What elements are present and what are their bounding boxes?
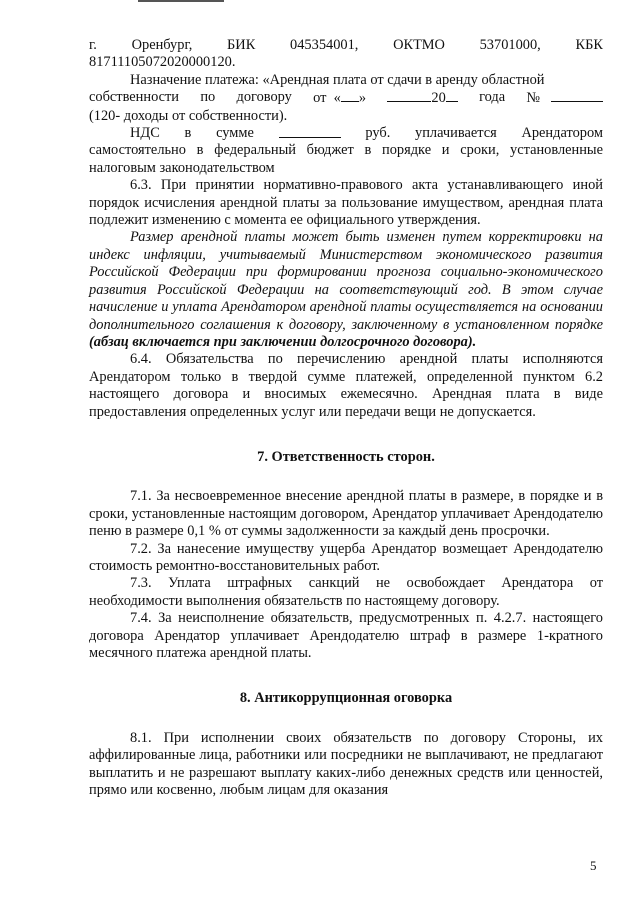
page-number: 5 [590,858,597,873]
text-fragment: Арендатором [521,125,603,142]
text-fragment: НДС [130,125,160,142]
text-fragment: в [184,125,192,142]
bank-piece: ОКТМО [393,37,445,53]
text-fragment: года [479,89,506,106]
year-blank [446,89,458,102]
kbk-code: 81711105072020000120. [89,54,236,71]
vat-amount-blank [279,125,341,138]
payment-purpose-fill-line [89,89,603,107]
date-fragment [313,89,366,107]
inflation-text: Размер арендной платы может быть изменен путем корректировки на индекс инфляции, учитываемый Министерством экономического развития Российской Федерации при формировании прогноза социально-экономического развития Российской Федерации на соответствующий год. В этом случае начисление и уплата Арендатором арендной платы осуществляется на основании дополнительного соглашения к договору, заключенному в установленном порядке [89,229,603,333]
text-fragment: собственности [89,89,180,106]
bank-details-line [89,37,603,54]
clause-6-3: 6.3. При принятии нормативно-правового акта устанавливающего иной порядок исчисления арендной платы за пользование имуществом, арендная плата подлежит изменению с момента ее официального утверждения. [89,177,603,229]
vat-line [89,125,603,142]
text-fragment: от [313,90,327,107]
bank-piece: Оренбург, [131,37,193,53]
text-fragment: уплачивается [415,125,497,142]
header-rule [138,0,224,2]
text-fragment: по [200,89,216,106]
month-blank [387,89,431,102]
text-fragment: » [358,90,367,107]
section-8-title: 8. Антикоррупционная оговорка [239,690,453,707]
clause-7-1: 7.1. За несвоевременное внесение арендной платы в размере, в порядке и в сроки, установленные настоящим договором, Арендатор уплачивает Арендодателю пеню в размере 0,1 % от суммы задолженности за каждый день просрочки. [89,488,603,540]
clause-7-2: 7.2. За нанесение имуществу ущерба Арендатор возмещает Арендодателю стоимость ремонтно-восстановительных работ. [89,540,603,574]
clause-7-3: 7.3. Уплата штрафных санкций не освобождает Арендатора от необходимости выполнения обязательств по настоящему договору. [89,575,603,609]
bank-piece: 53701000, [479,37,541,53]
text-fragment: № [526,90,541,107]
section-7-title: 7. Ответственность сторон. [257,448,435,465]
bank-piece: КБК [575,37,603,53]
document-page [89,37,603,799]
long-term-note: (абзац включается при заключении долгосрочного договора). [89,333,477,350]
year-fragment [387,89,457,107]
vat-paragraph: самостоятельно в федеральный бюджет в порядке и сроки, установленные налоговым законодательством [89,142,603,176]
bank-piece: БИК [227,37,256,53]
text-fragment: « [333,90,341,107]
payment-purpose: Назначение платежа: «Арендная плата от сдачи в аренду областной [130,71,545,88]
text-fragment: руб. [365,125,391,142]
clause-6-3-inflation [89,229,603,351]
day-blank [341,89,359,102]
payment-purpose-note: (120- доходы от собственности). [89,107,288,124]
clause-7-4: 7.4. За неисполнение обязательств, предусмотренных п. 4.2.7. настоящего договора Арендатор уплачивает Арендодателю штраф в размере 1-кратного месячного платежа арендной платы. [89,610,603,661]
clause-6-4: 6.4. Обязательства по перечислению арендной платы исполняются Арендатором только в твердой сумме платежей, определенной пунктом 6.2 настоящего договора и вносимых ежемесячно. Арендная плата в виде предоставления определенных услуг или передачи вещи не допускается. [89,351,603,420]
bank-piece: 045354001, [290,37,359,53]
text-fragment: 20 [431,90,446,107]
text-fragment: сумме [216,125,254,142]
clause-8-1: 8.1. При исполнении своих обязательств по договору Стороны, их аффилированные лица, работники или посредники не выплачивают, не предлагают выплатить и не разрешают выплату каких-либо денежных средств или ценностей, прямо или косвенно, любым лицам для оказания [89,729,603,799]
bank-piece: г. [89,37,97,53]
number-fragment [526,89,603,107]
contract-number-blank [551,89,603,102]
text-fragment: договору [236,89,292,106]
